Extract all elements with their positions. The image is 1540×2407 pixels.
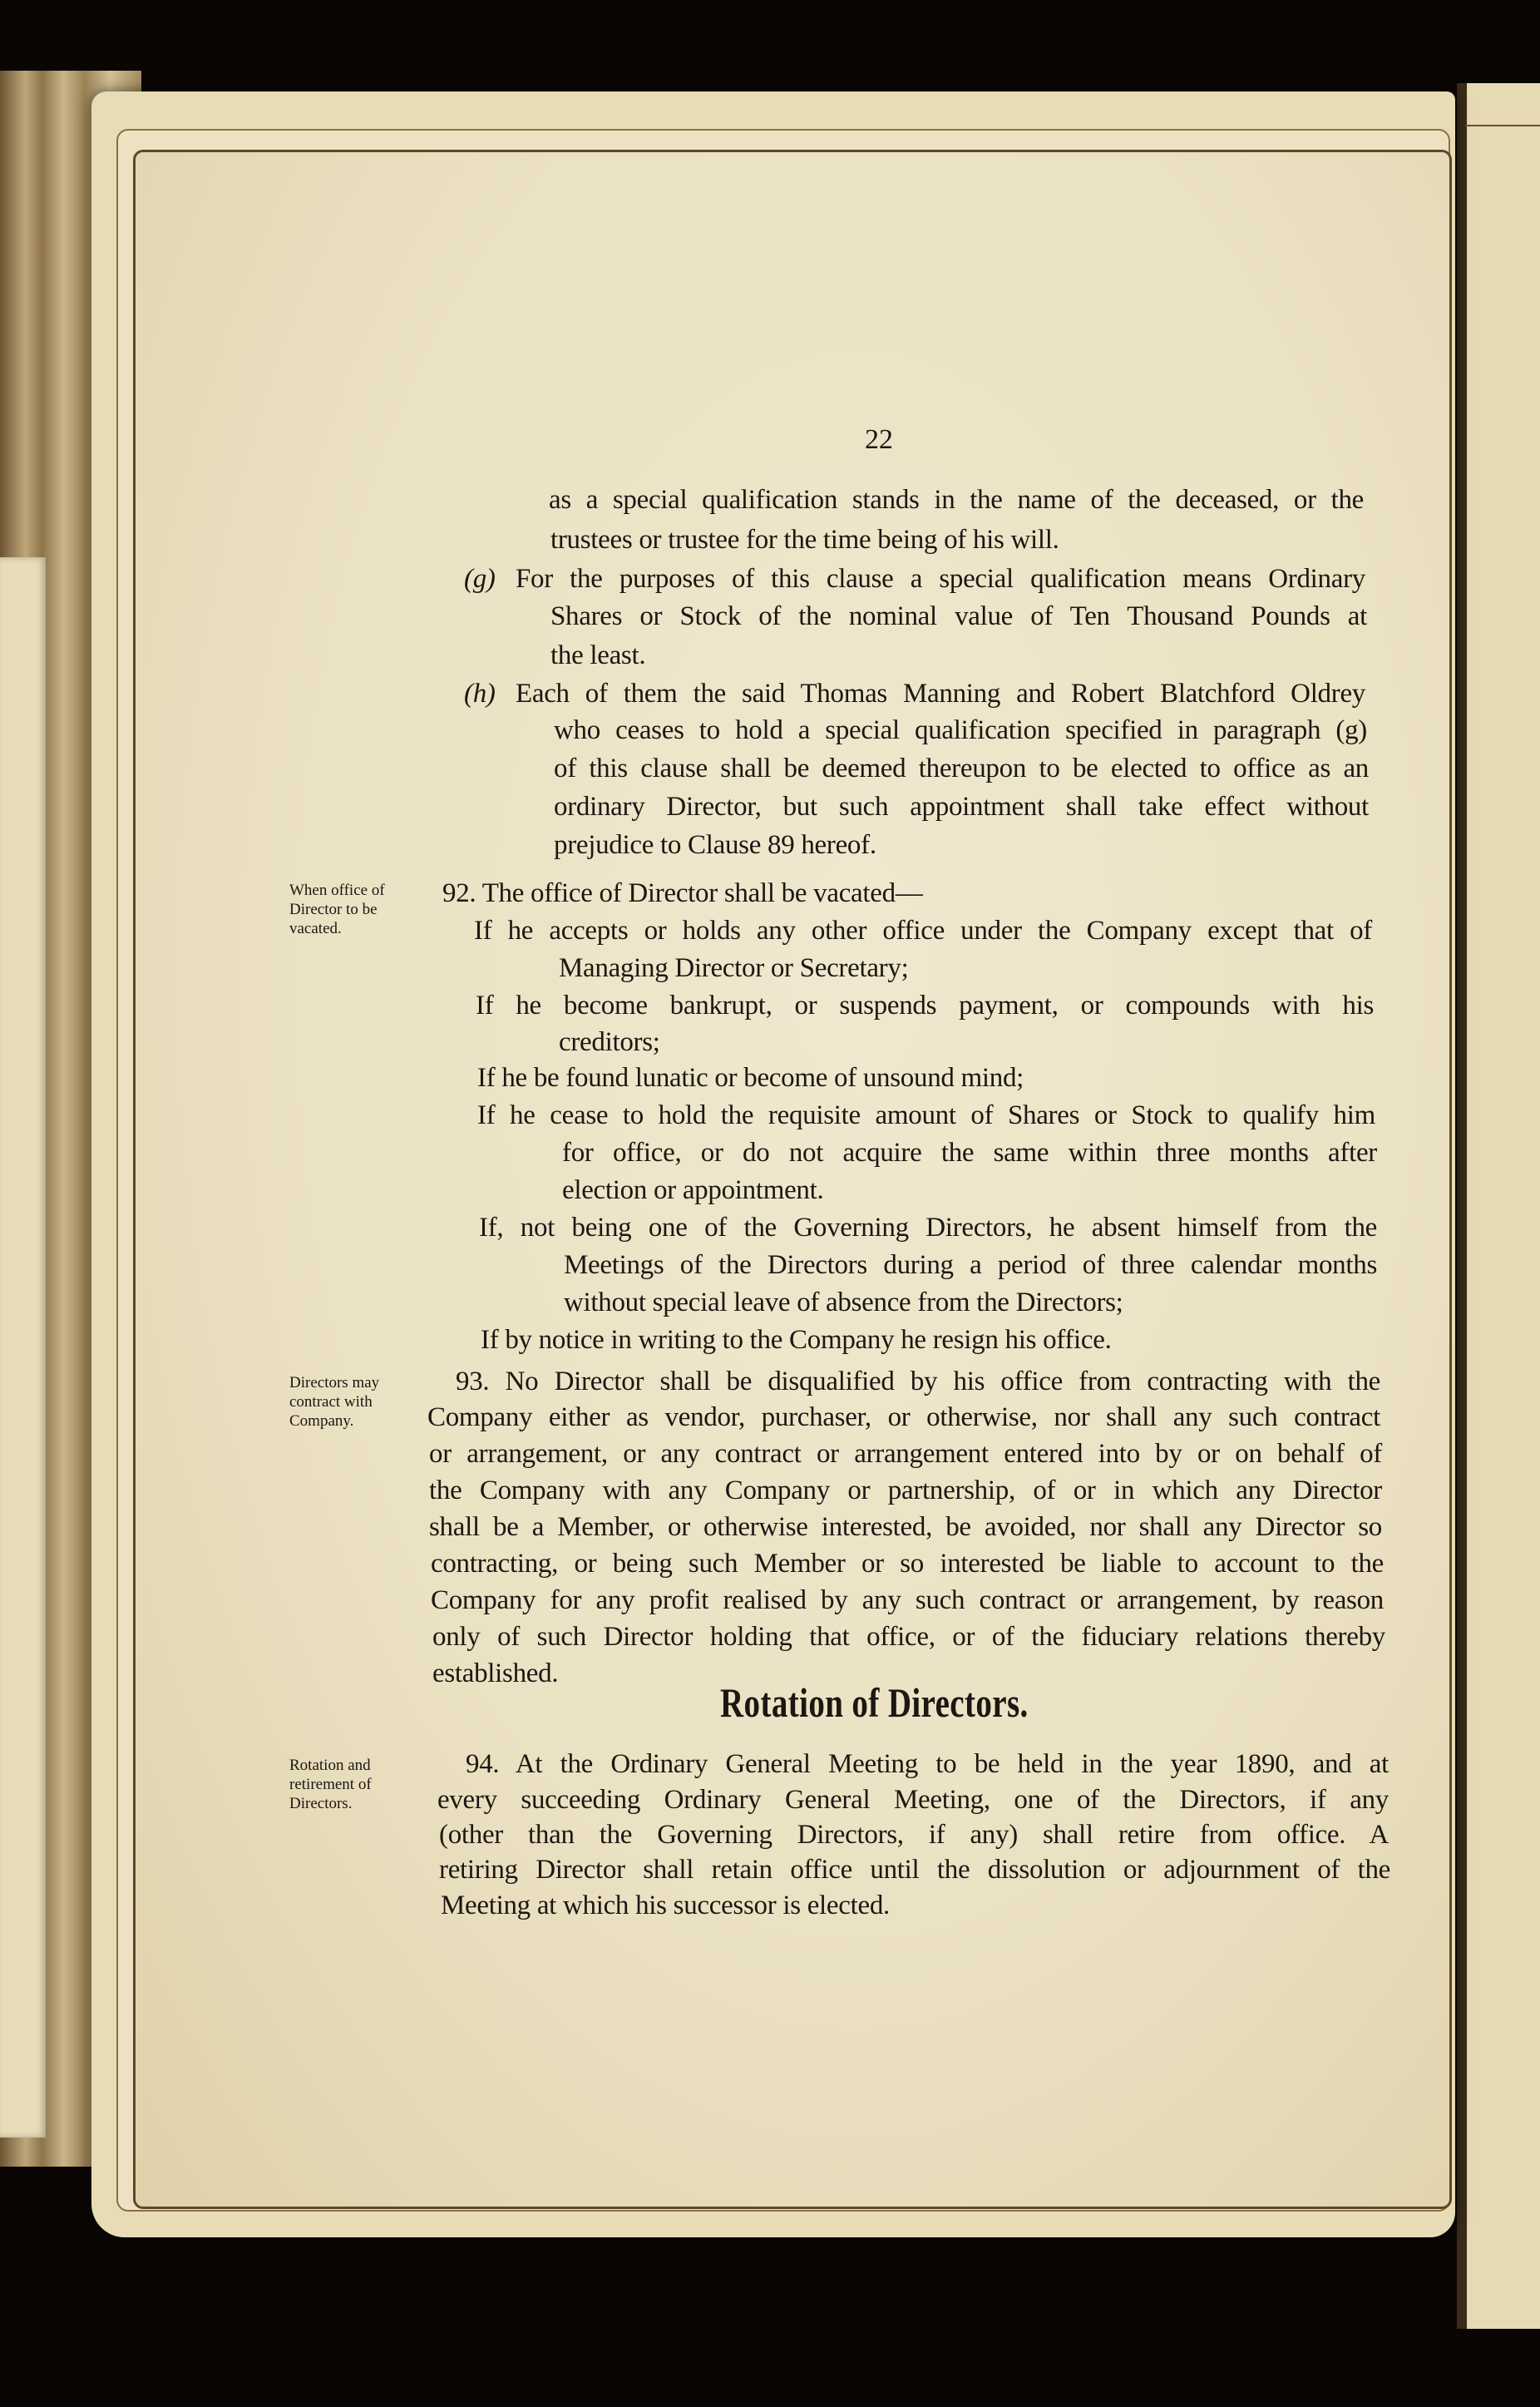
clause-g-line: Shares or Stock of the nominal value of Ten Thousand Pounds at <box>550 601 1367 631</box>
section-92-line: for office, or do not acquire the same within three months after <box>562 1138 1377 1168</box>
section-92-line: If he be found lunatic or become of unsound mind; <box>477 1063 1024 1093</box>
margin-note-92: When office of Director to be vacated. <box>289 882 385 937</box>
section-92-line: 92. The office of Director shall be vacated— <box>442 878 923 908</box>
section-92-line: creditors; <box>559 1027 660 1057</box>
section-94-line: (other than the Governing Directors, if any) shall retire from office. A <box>439 1820 1389 1850</box>
section-93-line: only of such Director holding that office, or of the fiduciary relations thereby <box>432 1622 1385 1652</box>
section-92-line: election or appointment. <box>562 1175 824 1205</box>
clause-h-line: ordinary Director, but such appointment shall take effect without <box>554 792 1369 822</box>
section-94-line: Meeting at which his successor is elected. <box>441 1891 890 1920</box>
margin-note-94: Rotation and retirement of Directors. <box>289 1757 372 1812</box>
section-94-line: 94. At the Ordinary General Meeting to be held in the year 1890, and at <box>466 1749 1389 1779</box>
section-92-line: If, not being one of the Governing Directors, he absent himself from the <box>479 1213 1377 1243</box>
section-93-line: contracting, or being such Member or so interested be liable to account to the <box>431 1549 1384 1579</box>
section-93-line: shall be a Member, or otherwise interested, be avoided, nor shall any Director so <box>429 1512 1382 1542</box>
section-93-line: Company either as vendor, purchaser, or otherwise, nor shall any such contract <box>427 1402 1380 1432</box>
margin-note-93: Directors may contract with Company. <box>289 1374 380 1430</box>
section-93-line: the Company with any Company or partnership, of or in which any Director <box>429 1475 1382 1505</box>
clause-g-marker: (g) <box>464 564 496 594</box>
section-93-line: or arrangement, or any contract or arrangement entered into by or on behalf of <box>429 1439 1382 1469</box>
right-page-rule <box>1465 125 1540 126</box>
right-page-edge <box>1457 83 1540 2329</box>
section-92-line: If he accepts or holds any other office under the Company except that of <box>474 916 1372 946</box>
section-94-line: retiring Director shall retain office until the dissolution or adjournment of the <box>439 1855 1390 1885</box>
section-92-line: If he become bankrupt, or suspends payment, or compounds with his <box>476 991 1374 1021</box>
clause-h-line: prejudice to Clause 89 hereof. <box>554 830 876 860</box>
clause-h-line: who ceases to hold a special qualification specified in paragraph (g) <box>554 715 1367 745</box>
section-94-line: every succeeding Ordinary General Meeting, one of the Directors, if any <box>437 1785 1389 1815</box>
continuation-line: as a special qualification stands in the name of the deceased, or the <box>549 485 1364 515</box>
page-number: 22 <box>865 424 893 455</box>
section-93-line: Company for any profit realised by any such contract or arrangement, by reason <box>431 1585 1384 1615</box>
section-93-line: established. <box>432 1658 559 1688</box>
clause-g-line: For the purposes of this clause a special qualification means Ordinary <box>516 564 1365 594</box>
section-heading: Rotation of Directors. <box>720 1679 1029 1726</box>
clause-h-line: Each of them the said Thomas Manning and Robert Blatchford Oldrey <box>516 679 1365 709</box>
section-92-line: Managing Director or Secretary; <box>559 953 909 983</box>
section-92-line: If by notice in writing to the Company he resign his office. <box>481 1325 1112 1355</box>
section-92-line: If he cease to hold the requisite amount of Shares or Stock to qualify him <box>477 1100 1375 1130</box>
section-92-line: without special leave of absence from the Directors; <box>564 1288 1123 1317</box>
loose-sheet <box>0 557 46 2138</box>
section-92-line: Meetings of the Directors during a period of three calendar months <box>564 1250 1377 1280</box>
clause-g-line: the least. <box>550 640 646 670</box>
clause-h-marker: (h) <box>464 679 496 709</box>
clause-h-line: of this clause shall be deemed thereupon to be elected to office as an <box>554 754 1369 783</box>
continuation-line: trustees or trustee for the time being of his will. <box>550 525 1059 555</box>
section-93-line: 93. No Director shall be disqualified by his office from contracting with the <box>456 1367 1380 1396</box>
